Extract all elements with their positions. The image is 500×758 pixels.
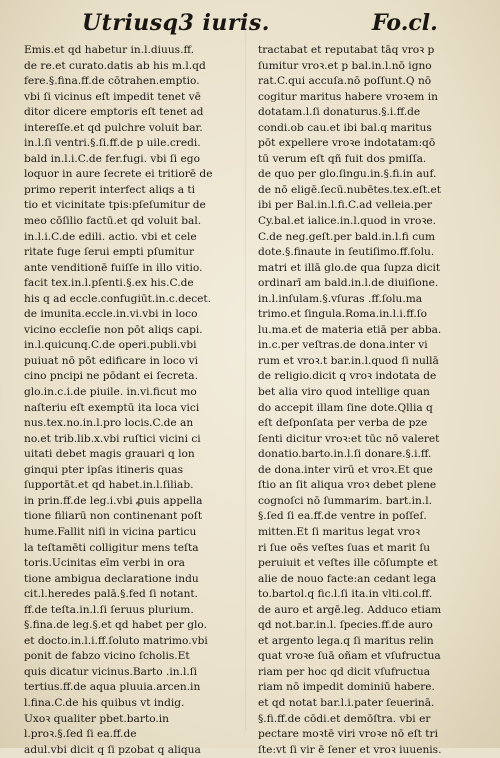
text-line: de nō eligē.ſecū.nubētes.tex.eſt.et	[258, 183, 442, 196]
text-line: primo reperit interfect aliqs a ti	[24, 183, 196, 196]
text-line: glo.in.c.i.de piuile. in.vi.ficut mo	[24, 386, 197, 399]
text-line: Emis.et qd habetur in.l.diuus.ff.	[24, 44, 194, 56]
text-line: quat vroꝛe ſuā oñam et vſufructua	[258, 650, 441, 663]
text-line: intereſſe.et qd pulchre voluit bar.	[24, 121, 203, 134]
text-line: meo cōſilio factū.et qd voluit bal.	[24, 215, 202, 228]
text-line: riam nō impedit dominiū habere.	[258, 681, 435, 694]
text-line: la teſtamēti colligitur mens teſta	[24, 541, 199, 554]
text-line: C.de neg.geſt.per bald.in.l.fi cum	[258, 230, 436, 243]
text-line: quis dicatur vicinus.Barto .in.l.ſi	[24, 665, 198, 678]
text-line: in prin.ff.de leg.i.vbi ꝓuis appella	[24, 494, 203, 507]
text-line: ritate fuge ſerui empti pſumitur	[24, 246, 195, 259]
text-line: cino pncipi ne pōdant ei ſecreta.	[24, 370, 198, 383]
text-line: cit.l.heredes palā.§.fed ſi notant.	[24, 588, 199, 601]
text-line: in.l.i.C.de edili. actio. vbi et cele	[24, 230, 197, 243]
text-line: Uxoꝛ qualiter pbet.barto.in	[24, 712, 169, 725]
text-line: de dona.inter virū et vroꝛ.Et que	[258, 463, 433, 476]
text-line: lu.ma.et de materia etiā per abba.	[258, 323, 442, 336]
text-line: ſupportāt.et qd habet.in.l.ſiliab.	[24, 479, 194, 492]
text-line: condi.ob cau.et ibi bal.q maritus	[258, 121, 432, 134]
text-line: l.fina.C.de his quibus vt indig.	[24, 696, 185, 709]
text-line: eſt deſponſata per verba de pze	[258, 417, 428, 430]
text-line: tio et vicinitate tpis:pſeſumitur de	[24, 199, 206, 212]
running-title: Utriusq3 iuris.	[82, 10, 270, 36]
text-line: in.c.per veſtras.de dona.inter vi	[258, 339, 428, 352]
text-line: §.fina.de leg.§.et qd habet per glo.	[24, 619, 207, 632]
text-line: donatio.barto.in.l.ſi donare.§.i.ff.	[258, 448, 432, 461]
text-line: vbi ſi vicinus eſt impedit tenet vē	[24, 90, 201, 103]
text-line: tertius.ff.de aqua pluuia.arcen.in	[24, 681, 201, 694]
text-line: §.fi.ff.de cōdi.et demōſtra. vbi er	[258, 712, 431, 725]
text-line: toris.Ucinitas eīm verbi in ora	[24, 557, 185, 570]
text-line: cognoſci nō ſummarim. bart.in.l.	[258, 494, 432, 507]
text-line: ſenti dicitur vroꝛ:et tūc nō valeret	[258, 432, 440, 445]
text-line: adul.vbi dicit q ſi pzobat q aliqua	[24, 743, 201, 756]
text-line: pōt expellere vroꝛe indotatam:qō	[258, 137, 436, 150]
text-line: pectare moꝛtē viri vroꝛe nō eſt tri	[258, 728, 438, 741]
text-line: tione ambigua declaratione indu	[24, 572, 199, 585]
text-line: no.et trib.lib.x.vbi ruſtici vicini ci	[24, 432, 201, 445]
text-line: et docto.in.l.i.ff.ſoluto matrimo.vbi	[24, 634, 208, 647]
text-line: loquor in aure ſecrete ei tritiorē de	[24, 168, 213, 181]
text-line: ponit de fabzo vicino ſcholis.Et	[24, 650, 190, 663]
right-text-column	[258, 43, 478, 758]
text-line: de auro et argē.leg. Adduco etiam	[258, 603, 442, 616]
text-line: ibi per Bal.in.l.fi.C.ad velleia.per	[258, 199, 433, 212]
text-line: et qd notat bar.l.i.pater ſeuerinā.	[258, 696, 435, 709]
text-line: ri ſue oēs veſtes ſuas et marit ſu	[258, 541, 431, 554]
text-line: ff.de teſta.in.l.ſi ſeruus plurium.	[24, 603, 194, 616]
text-line: tractabat et reputabat tāq vroꝛ p	[258, 44, 435, 56]
text-line: rum et vroꝛ.t bar.in.l.quod ſi nullā	[258, 354, 439, 367]
left-text-column	[24, 43, 234, 758]
text-line: in.l.quicunq.C.de operi.publi.vbi	[24, 339, 197, 352]
text-line: ginqui pter ipſas itineris quas	[24, 463, 184, 476]
text-line: dote.§.finaute in ſeutiſimo.ff.ſolu.	[258, 246, 435, 259]
text-line: de quo per glo.ſingu.in.§.fi.in auf.	[258, 168, 437, 181]
text-line: rat.C.qui accuſa.nō poſſunt.Q nō	[258, 75, 432, 88]
text-line: uitati debet magis grauari q lon	[24, 448, 195, 461]
text-line: ſumitur vroꝛ.et p bal.in.l.nō igno	[258, 59, 432, 72]
text-line: et argento lega.q ſi maritus relin	[258, 634, 434, 647]
text-line: fere.§.fina.ff.de cōtrahen.emptio.	[24, 75, 200, 88]
text-line: vicino eccleſie non pōt aliqs capi.	[24, 323, 203, 336]
text-line: cogitur maritus habere vroꝛem in	[258, 90, 438, 103]
text-line: facit tex.in.l.pſenti.§.ex his.C.de	[24, 277, 194, 290]
text-line: Cy.bal.et ialice.in.l.quod in vroꝛe.	[258, 215, 436, 228]
text-line: bet alia viro quod intellige quan	[258, 386, 430, 399]
text-line: de re.et curato.datis ab his m.l.qd	[24, 59, 206, 72]
text-line: naſteriu eſt exemptū ita loca vici	[24, 401, 200, 414]
text-line: matri et illā glo.de qua ſupza dicit	[258, 261, 441, 274]
text-line: bald in.l.i.C.de fer.fugi. vbi ſi ego	[24, 152, 200, 165]
text-line: l.proꝛ.§.ſed ſi ea.ff.de	[24, 728, 137, 741]
text-line: peruiuit et veſtes ille cōſumpte et	[258, 557, 438, 570]
text-line: ſtio an ſit aliqua vroꝛ debet plene	[258, 479, 437, 492]
text-line: trimo.et ſingula.Roma.in.l.i.ff.ſo	[258, 308, 428, 321]
column-gutter	[245, 30, 246, 730]
text-line: his q ad eccle.confugiūt.in.c.decet.	[24, 292, 212, 305]
text-line: tione filiarū non continenant poſt	[24, 510, 203, 523]
text-line: riam per hoc qd dicit vſufructua	[258, 665, 431, 678]
text-line: ditor dicere emptoris eſt tenet ad	[24, 106, 204, 119]
text-line: dotatam.l.ſi donaturus.§.i.ff.de	[258, 106, 421, 119]
text-line: ſte:vt ſi vir ē ſener et vroꝛ iuuenis.	[258, 743, 442, 756]
text-line: alie de nouo facte:an cedant lega	[258, 572, 437, 585]
text-line: in.l.ſi ventri.§.ſi.ff.de p uile.credi.	[24, 137, 201, 150]
text-line: §.ſed ſi ea.ff.de ventre in poſſeſ.	[258, 510, 427, 523]
text-line: hume.Fallit niſi in vicina particu	[24, 525, 197, 538]
text-line: tū verum eſt qñ fuit dos pmiſſa.	[258, 152, 427, 165]
text-line: ante venditionē fuiſſe in illo vitio.	[24, 261, 203, 274]
text-line: in.l.inſulam.§.vſuras .ff.ſolu.ma	[258, 292, 423, 305]
folio-number: Fo.cl.	[372, 10, 438, 36]
text-line: do accepit illam ſine dote.Qllia q	[258, 401, 433, 414]
text-line: qd not.bar.in.l. ſpecies.ff.de auro	[258, 619, 433, 632]
text-line: to.bartol.q fic.l.ſi ita.in vlti.col.ff.	[258, 588, 433, 601]
text-line: nus.tex.no.in.l.pro locis.C.de an	[24, 417, 194, 430]
text-line: mitten.Et ſi maritus legat vroꝛ	[258, 525, 420, 538]
text-line: de imunita.eccle.in.vi.vbi in loco	[24, 308, 198, 321]
text-line: puiuat nō pōt edificare in loco vi	[24, 354, 198, 367]
text-line: de religio.dicit q vroꝛ indotata de	[258, 370, 437, 383]
text-line: ordinarī am bald.in.l.de diuiſione.	[258, 277, 439, 290]
